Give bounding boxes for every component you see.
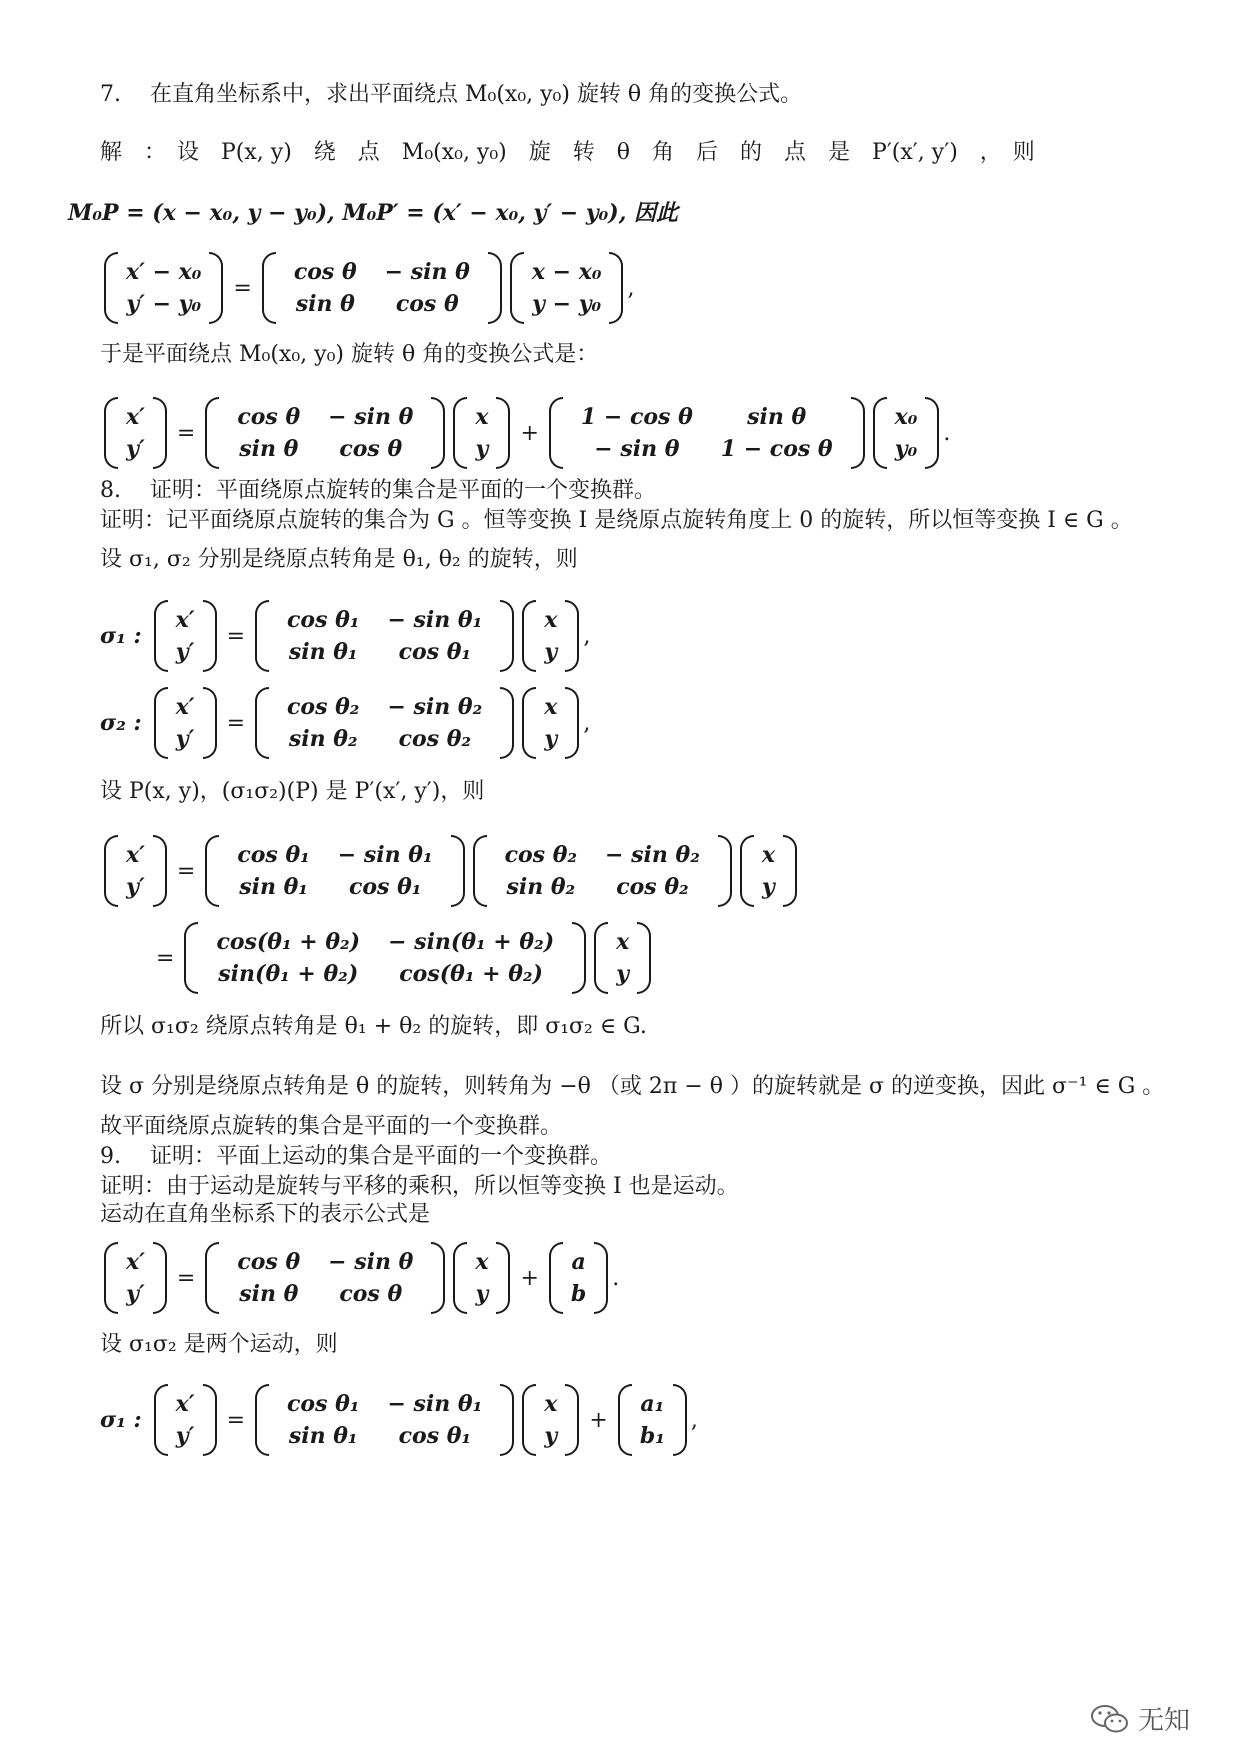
matrix: x′ − x₀ y′ − y₀: [102, 250, 225, 326]
problem-9-question: 9. 证明：平面上运动的集合是平面的一个变换群。: [100, 1144, 612, 1169]
problem-9-proof: 证明：由于运动是旋转与平移的乘积，所以恒等变换 I 也是运动。: [100, 1174, 739, 1199]
matrix: x y: [520, 1382, 581, 1458]
equation-7-1: x′ − x₀ y′ − y₀ = cos θ − sin θ sin θ cos θ x − x₀ y − y₀ ,: [100, 250, 634, 326]
matrix: 1 − cos θ sin θ − sin θ 1 − cos θ: [547, 395, 867, 471]
problem-8-let: 设 σ₁, σ₂ 分别是绕原点转角是 θ₁, θ₂ 的旋转，则: [100, 547, 578, 572]
problem-8-proof: 证明：记平面绕原点旋转的集合为 G 。恒等变换 I 是绕原点旋转角度上 0 的旋转，所以恒等变换 I ∈ G 。: [100, 508, 1133, 533]
problem-7-solution-line: 解 ： 设 P(x, y) 绕 点 M₀(x₀, y₀) 旋 转 θ 角 后 的 点 是 P′(x′, y′) ， 则: [100, 140, 1035, 165]
matrix: x₀ y₀: [871, 395, 942, 471]
equation-sum: = cos(θ₁ + θ₂) − sin(θ₁ + θ₂) sin(θ₁ + θ₂) cos(θ₁ + θ₂) x y: [150, 920, 655, 996]
equation-motion: x′ y′ = cos θ − sin θ sin θ cos θ x y + a b .: [100, 1240, 619, 1316]
equation-product: x′ y′ = cos θ₁ − sin θ₁ sin θ₁ cos θ₁ cos θ₂ − sin θ₂ sin θ₂ cos θ₂ x y: [100, 833, 801, 909]
matrix: cos θ − sin θ sin θ cos θ: [203, 395, 447, 471]
matrix: cos θ₁ − sin θ₁ sin θ₁ cos θ₁: [253, 598, 516, 674]
vector-line: M₀P = (x − x₀, y − y₀), M₀P′ = (x′ − x₀, y′ − y₀), 因此: [68, 200, 679, 226]
matrix: x′ y′: [152, 685, 219, 761]
matrix: x′ y′: [152, 598, 219, 674]
matrix: x′ y′: [102, 395, 169, 471]
watermark: [1090, 1700, 1190, 1737]
matrix: cos θ₂ − sin θ₂ sin θ₂ cos θ₂: [253, 685, 516, 761]
matrix: x y: [592, 920, 653, 996]
problem-7-question: 7. 在直角坐标系中，求出平面绕点 M₀(x₀, y₀) 旋转 θ 角的变换公式。: [100, 82, 803, 107]
problem-8-question: 8. 证明：平面绕原点旋转的集合是平面的一个变换群。: [100, 478, 656, 503]
matrix: x y: [520, 598, 581, 674]
matrix: cos θ − sin θ sin θ cos θ: [260, 250, 504, 326]
matrix: x′ y′: [152, 1382, 219, 1458]
matrix: x y: [451, 395, 512, 471]
matrix: x′ y′: [102, 833, 169, 909]
matrix: x − x₀ y − y₀: [508, 250, 626, 326]
matrix: x′ y′: [102, 1240, 169, 1316]
matrix: cos θ₁ − sin θ₁ sin θ₁ cos θ₁: [253, 1382, 516, 1458]
transform-intro: 于是平面绕点 M₀(x₀, y₀) 旋转 θ 角的变换公式是：: [100, 342, 599, 367]
matrix: a b: [547, 1240, 610, 1316]
equation-sigma1: σ₁ : x′ y′ = cos θ₁ − sin θ₁ sin θ₁ cos θ₁ x y ,: [100, 598, 590, 674]
wechat-icon: [1090, 1703, 1130, 1735]
equation-7-2: x′ y′ = cos θ − sin θ sin θ cos θ x y + 1 − cos θ sin θ − sin θ 1 − cos θ x₀ y₀ .: [100, 395, 950, 471]
matrix: cos θ − sin θ sin θ cos θ: [203, 1240, 447, 1316]
matrix: x y: [738, 833, 799, 909]
problem-8-so: 所以 σ₁σ₂ 绕原点转角是 θ₁ + θ₂ 的旋转，即 σ₁σ₂ ∈ G.: [100, 1014, 647, 1039]
matrix: a₁ b₁: [616, 1382, 689, 1458]
problem-8-conclusion: 故平面绕原点旋转的集合是平面的一个变换群。: [100, 1114, 563, 1139]
matrix: x y: [520, 685, 581, 761]
problem-9-rep: 运动在直角坐标系下的表示公式是: [100, 1202, 431, 1227]
matrix: cos(θ₁ + θ₂) − sin(θ₁ + θ₂) sin(θ₁ + θ₂) cos(θ₁ + θ₂): [182, 920, 588, 996]
equation-sigma2: σ₂ : x′ y′ = cos θ₂ − sin θ₂ sin θ₂ cos θ₂ x y ,: [100, 685, 590, 761]
matrix: x y: [451, 1240, 512, 1316]
problem-9-let: 设 σ₁σ₂ 是两个运动，则: [100, 1332, 338, 1357]
problem-8-letP: 设 P(x, y)，(σ₁σ₂)(P) 是 P′(x′, y′)，则: [100, 779, 485, 804]
problem-8-inverse: 设 σ 分别是绕原点转角是 θ 的旋转，则转角为 −θ （或 2π − θ ）的旋转就是 σ 的逆变换，因此 σ⁻¹ ∈ G 。: [100, 1074, 1165, 1099]
equation-motion-sigma1: σ₁ : x′ y′ = cos θ₁ − sin θ₁ sin θ₁ cos θ₁ x y + a₁ b₁ ,: [100, 1382, 698, 1458]
watermark-text: 无知: [1138, 1706, 1191, 1736]
matrix: cos θ₁ − sin θ₁ sin θ₁ cos θ₁: [203, 833, 466, 909]
matrix: cos θ₂ − sin θ₂ sin θ₂ cos θ₂: [471, 833, 734, 909]
